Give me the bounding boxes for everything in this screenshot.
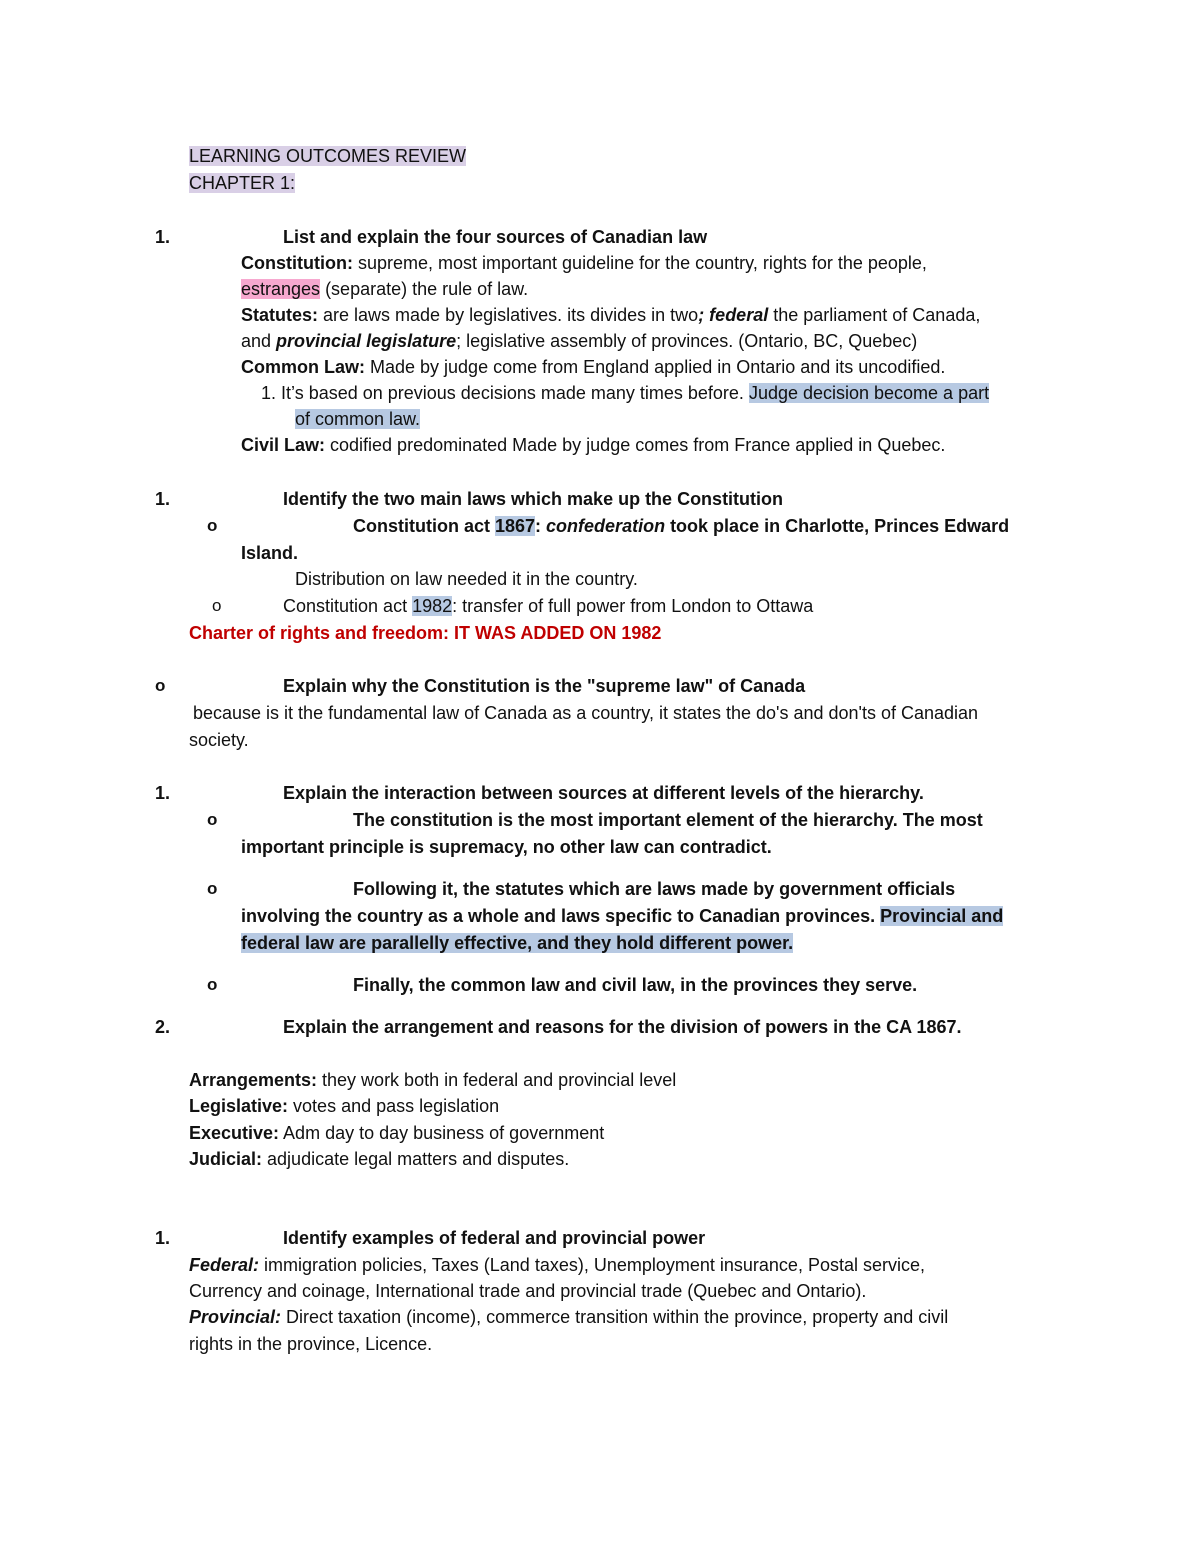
- provincial-powers-cont: rights in the province, Licence.: [189, 1334, 433, 1354]
- bullet-marker: o: [207, 879, 218, 898]
- provincial-powers: Provincial: Direct taxation (income), commerce transition within the province, property and civil: [189, 1307, 949, 1327]
- legislative-line: Legislative: votes and pass legislation: [189, 1096, 500, 1116]
- list-number: 2.: [155, 1017, 171, 1037]
- question-heading: Explain why the Constitution is the "supreme law" of Canada: [283, 676, 806, 696]
- question-heading: Identify examples of federal and provincial power: [283, 1228, 706, 1248]
- constitution-act-1867-cont: Island.: [241, 543, 299, 563]
- hierarchy-point-cont: federal law are parallelly effective, and they hold different power.: [241, 933, 794, 953]
- question-heading: Identify the two main laws which make up the Constitution: [283, 489, 784, 509]
- bullet-marker: o: [207, 975, 218, 994]
- bullet-marker: o: [155, 676, 166, 695]
- constitution-act-1982: Constitution act 1982: transfer of full power from London to Ottawa: [283, 596, 814, 616]
- distribution-note: Distribution on law needed it in the country.: [295, 569, 638, 589]
- common-law-definition: Common Law: Made by judge come from England applied in Ontario and its uncodified.: [241, 357, 946, 377]
- question-heading: Explain the arrangement and reasons for the division of powers in the CA 1867.: [283, 1017, 962, 1037]
- chapter-heading: CHAPTER 1:: [189, 173, 296, 193]
- constitution-definition: Constitution: supreme, most important guideline for the country, rights for the people,: [241, 253, 927, 273]
- federal-powers: Federal: immigration policies, Taxes (Land taxes), Unemployment insurance, Postal service,: [189, 1255, 925, 1275]
- question-heading: List and explain the four sources of Canadian law: [283, 227, 708, 247]
- executive-line: Executive: Adm day to day business of government: [189, 1123, 605, 1143]
- charter-note: Charter of rights and freedom: IT WAS ADDED ON 1982: [189, 623, 662, 643]
- hierarchy-point: Finally, the common law and civil law, in the provinces they serve.: [353, 975, 918, 995]
- statutes-definition-cont: and provincial legislature; legislative assembly of provinces. (Ontario, BC, Quebec): [241, 331, 918, 351]
- list-number: 1.: [155, 783, 171, 803]
- document-title: LEARNING OUTCOMES REVIEW: [189, 146, 467, 166]
- statutes-definition: Statutes: are laws made by legislatives. its divides in two; federal the parliament of Canada,: [241, 305, 981, 325]
- hierarchy-point-cont: involving the country as a whole and laws specific to Canadian provinces. Provincial and: [241, 906, 1004, 926]
- constitution-act-1867: Constitution act 1867: confederation took place in Charlotte, Princes Edward: [353, 516, 1010, 536]
- question-heading: Explain the interaction between sources at different levels of the hierarchy.: [283, 783, 924, 803]
- bullet-marker: o: [207, 516, 218, 535]
- hierarchy-point: The constitution is the most important element of the hierarchy. The most: [353, 810, 983, 830]
- bullet-marker: o: [212, 596, 222, 615]
- list-number: 1.: [155, 1228, 171, 1248]
- list-number: 1.: [155, 227, 171, 247]
- arrangements-line: Arrangements: they work both in federal and provincial level: [189, 1070, 677, 1090]
- constitution-definition-cont: estranges (separate) the rule of law.: [241, 279, 529, 299]
- hierarchy-point-cont: important principle is supremacy, no other law can contradict.: [241, 837, 772, 857]
- federal-powers-cont: Currency and coinage, International trade and provincial trade (Quebec and Ontario).: [189, 1281, 867, 1301]
- list-number: 1.: [155, 489, 171, 509]
- hierarchy-point: Following it, the statutes which are laws made by government officials: [353, 879, 956, 899]
- judicial-line: Judicial: adjudicate legal matters and disputes.: [189, 1149, 570, 1169]
- common-law-subpoint: 1. It’s based on previous decisions made many times before. Judge decision become a part: [261, 383, 990, 403]
- supreme-law-answer: because is it the fundamental law of Canada as a country, it states the do's and don'ts of Canadian: [193, 703, 979, 723]
- common-law-subpoint-cont: of common law.: [295, 409, 421, 429]
- supreme-law-answer-cont: society.: [189, 730, 249, 750]
- civil-law-definition: Civil Law: codified predominated Made by judge comes from France applied in Quebec.: [241, 435, 946, 455]
- bullet-marker: o: [207, 810, 218, 829]
